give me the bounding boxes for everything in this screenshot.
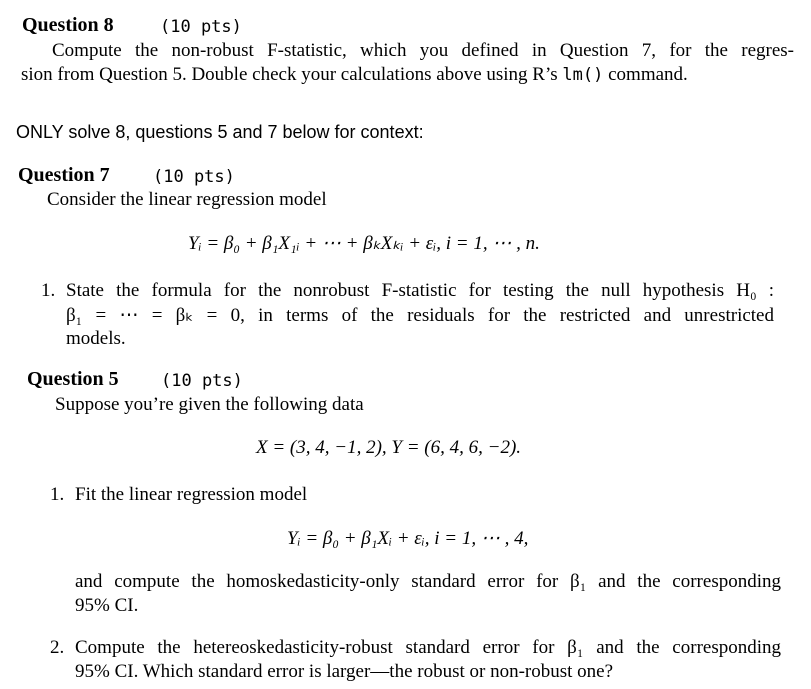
q8-points: (10 pts): [160, 17, 242, 37]
q7-item1-line2: β₁ = ⋯ = βₖ = 0, in terms of the residuals for the restricted and unrestricted: [66, 305, 774, 326]
q5-points: (10 pts): [161, 371, 243, 391]
q8-line2-text: sion from Question 5. Double check your calculations above using R’s: [21, 64, 563, 85]
q7-item1-number: 1.: [41, 280, 56, 301]
q5-item2-line1: Compute the hetereoskedasticity-robust standard error for β₁ and the corresponding: [75, 637, 781, 658]
q8-line2: [21, 64, 796, 86]
q5-item1-text: Fit the linear regression model: [75, 484, 308, 505]
q5-data-equation: X = (3, 4, −1, 2), Y = (6, 4, 6, −2).: [256, 437, 522, 458]
q5-item1-follow-line1: and compute the homoskedasticity-only standard error for β₁ and the corresponding: [75, 571, 781, 592]
q5-model-equation: Yᵢ = β₀ + β₁Xᵢ + εᵢ, i = 1, ⋯ , 4,: [287, 528, 529, 549]
q7-equation: Yᵢ = β₀ + β₁X₁ᵢ + ⋯ + βₖXₖᵢ + εᵢ, i = 1, ⋯ , n.: [188, 233, 540, 254]
context-note: ONLY solve 8, questions 5 and 7 below for context:: [16, 122, 424, 142]
q5-title: Question 5: [27, 368, 119, 390]
q5-item2-line2: 95% CI. Which standard error is larger—the robust or non-robust one?: [75, 661, 614, 682]
q8-line2-end: command.: [603, 64, 688, 85]
q5-item2-number: 2.: [50, 637, 65, 658]
q8-title: Question 8: [22, 14, 114, 36]
q7-intro: Consider the linear regression model: [47, 189, 327, 210]
q7-points: (10 pts): [153, 167, 235, 187]
q7-item1-line3: models.: [66, 328, 126, 349]
q8-code: lm(): [562, 65, 604, 85]
q5-item1-follow-line2: 95% CI.: [75, 595, 139, 616]
q5-item1-number: 1.: [50, 484, 65, 505]
q7-item1-line1: State the formula for the nonrobust F-statistic for testing the null hypothesis H₀ :: [66, 280, 774, 301]
q7-title: Question 7: [18, 164, 110, 186]
q5-intro: Suppose you’re given the following data: [55, 394, 364, 415]
q8-line1: Compute the non-robust F-statistic, which you defined in Question 7, for the regres-: [52, 40, 794, 61]
